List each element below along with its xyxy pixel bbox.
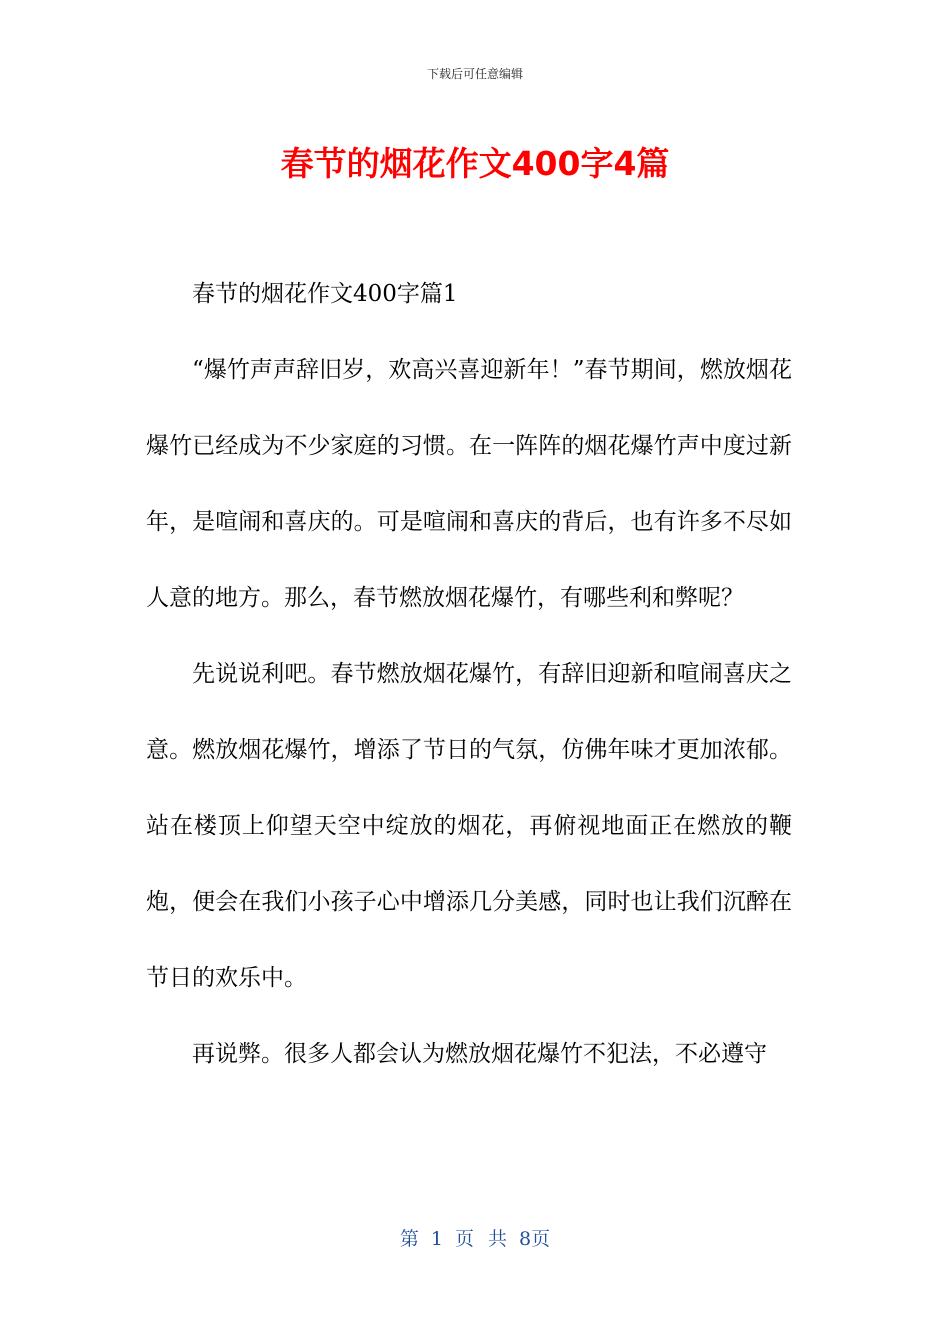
paragraph-benefits: 先说说利吧。春节燃放烟花爆竹，有辞旧迎新和喧闹喜庆之意。燃放烟花爆竹，增添了节日的气氛，仿佛年味才更加浓郁。站在楼顶上仰望天空中绽放的烟花，再俯视地面正在燃放的鞭炮，便会在我们小孩子心中增添几分美感，同时也让我们沉醉在节日的欢乐中。 [146,661,792,991]
paragraph-intro: “爆竹声声辞旧岁，欢高兴喜迎新年！”春节期间，燃放烟花爆竹已经成为不少家庭的习惯。在一阵阵的烟花爆竹声中度过新年，是喧闹和喜庆的。可是喧闹和喜庆的背后，也有许多不尽如人意的地方。那么，春节燃放烟花爆竹，有哪些利和弊呢？ [146,357,792,611]
document-body [146,256,792,1092]
footer-prefix: 第 [399,1228,419,1250]
footer-total-pages: 8页 [519,1228,551,1250]
footer-current-page: 1 [430,1228,443,1250]
paragraph-drawbacks: 再说弊。很多人都会认为燃放烟花爆竹不犯法，不必遵守 [192,1041,767,1067]
page-footer [0,1226,950,1252]
paragraph-subtitle: 春节的烟花作文400字篇1 [192,281,458,307]
document-title: 春节的烟花作文400字4篇 [280,144,670,183]
header-note: 下载后可任意编辑 [426,67,523,81]
footer-middle: 页 共 [454,1228,508,1250]
